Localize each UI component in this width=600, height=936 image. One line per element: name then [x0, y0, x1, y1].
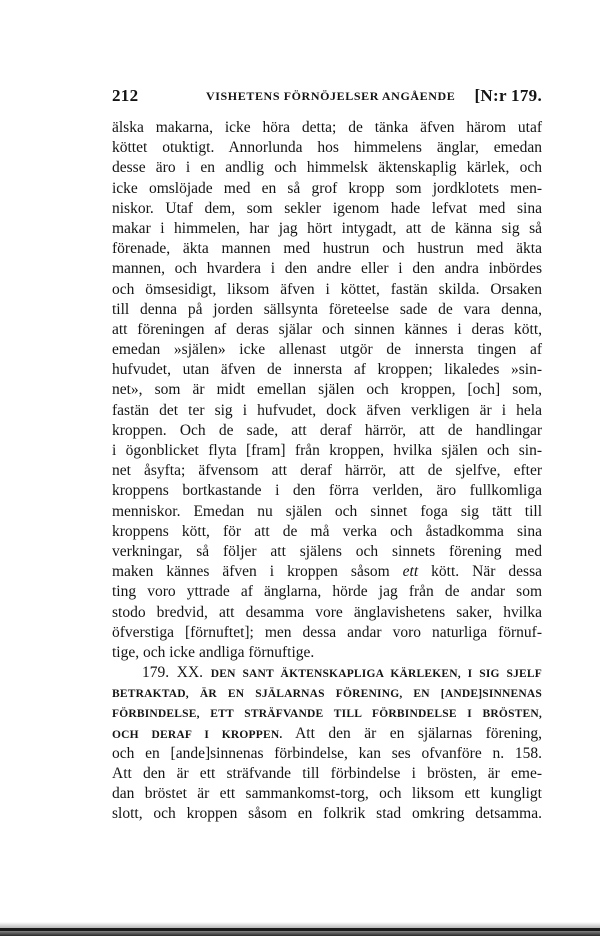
- text-line: kroppen. Och de sade, att deraf härrör, att de handlingar: [112, 421, 542, 439]
- section-heading: OCH DERAF I KROPPEN.: [112, 728, 283, 741]
- page-bottom-rule: [0, 928, 600, 931]
- section-heading-line: [112, 703, 542, 723]
- text-line: niskor. Utaf dem, som sekler igenom hade lefvat med sina: [112, 199, 542, 217]
- text-segment: Att den är en själarnas förening,: [282, 724, 542, 742]
- text-line: stodo bredvid, att desamma vore änglavishetens saker, hvilka: [112, 603, 542, 621]
- text-line: desse äro i en andlig och himmelsk äktenskaplig kärlek, och: [112, 159, 542, 177]
- section-heading: FÖRBINDELSE, ETT STRÄFVANDE TILL FÖRBINDELSE I BRÖSTEN,: [112, 708, 542, 721]
- paragraph-end-line: tige, och icke andliga förnuftige.: [112, 643, 315, 661]
- text-line: menniskor. Emedan nu själen och sinnet foga sig tätt till: [112, 502, 542, 520]
- text-line: att föreningen af deras själar och sinnen kännes i deras kött,: [112, 320, 542, 338]
- text-line: köttet otuktigt. Annorlunda hos himmelens änglar, emedan: [112, 139, 542, 157]
- running-title: VISHETENS FÖRNÖJELSER ANGÅENDE: [206, 89, 456, 103]
- text-line: och ömsesidigt, liksom äfven i köttet, fastän skilda. Orsaken: [112, 280, 542, 298]
- section-heading: DEN SANT ÄKTENSKAPLIGA KÄRLEKEN, I SIG SJELF: [210, 668, 542, 681]
- text-segment: maken kännes äfven i kroppen såsom: [112, 563, 403, 581]
- text-line: net», som är midt emellan själen och kroppen, [och] som,: [112, 381, 542, 399]
- text-line: öfverstiga [förnuftet]; men dessa andar voro naturliga förnuf-: [112, 623, 542, 641]
- text-line: fastän det ter sig i hufvudet, dock äfven verkligen är i hela: [112, 401, 542, 419]
- section-number-label: 179. XX.: [142, 664, 204, 682]
- text-line: i ögonblicket flyta [fram] från kroppen, hvilka själen och sin-: [112, 442, 542, 459]
- text-line: dan bröstet är ett sammankomst-torg, och liksom ett kungligt: [112, 785, 542, 803]
- text-line: icke omslöjade med en så grof kropp som jordklotets men-: [112, 179, 542, 197]
- section-heading-line: [112, 683, 542, 703]
- text-line: ting voro yttrade af änglarna, hörde jag från de andar som: [112, 583, 542, 601]
- text-line: förenade, äkta mannen med hustrun och hustrun med äkta: [112, 240, 542, 258]
- section-heading-line: [112, 663, 542, 683]
- text-segment: kött. När dessa: [418, 563, 542, 581]
- text-line: verkningar, så följer att själens och sinnets förening med: [112, 542, 542, 560]
- text-line: net åsyfta; äfvensom att deraf härrör, att de sjelfve, efter: [112, 462, 542, 480]
- text-line: slott, och kroppen såsom en folkrik stad omkring detsamma.: [112, 805, 542, 823]
- text-line: mannen, och hvardera i den andre eller i den andra inbördes: [112, 260, 542, 278]
- italic-word: ett: [402, 563, 419, 581]
- text-line: Att den är ett sträfvande till förbindelse i brösten, är eme-: [112, 765, 542, 782]
- text-line: och en [ande]sinnenas förbindelse, kan ses ofvanföre n. 158.: [112, 744, 542, 762]
- text-line: emedan »själen» icke allenast utgör de innersta tingen af: [112, 341, 542, 359]
- text-line: kroppens bortkastande i den förra verlden, äro fullkomliga: [112, 482, 542, 500]
- section-number: [N:r 179.: [474, 86, 542, 105]
- text-line: till denna på jorden sällsynta företeelse sade de vara denna,: [112, 300, 542, 318]
- text-line: makar i himmelen, har jag hört intygadt, att de känna sig så: [112, 219, 542, 237]
- page-number: 212: [112, 86, 139, 105]
- text-line: [112, 562, 542, 582]
- running-header: [112, 86, 542, 108]
- section-heading-line: [112, 724, 542, 744]
- text-line: hufvudet, utan äfven de innersta af kroppen; likaledes »sin-: [112, 361, 542, 379]
- text-line: älska makarna, icke höra detta; de tänka äfven härom utaf: [112, 119, 542, 136]
- body-text: [112, 118, 542, 825]
- section-heading: BETRAKTAD, ÄR EN SJÄLARNAS FÖRENING, EN [ANDE]SINNENAS: [112, 688, 542, 701]
- text-line: kroppens kött, för att de må verka och åstadkomma sina: [112, 522, 542, 540]
